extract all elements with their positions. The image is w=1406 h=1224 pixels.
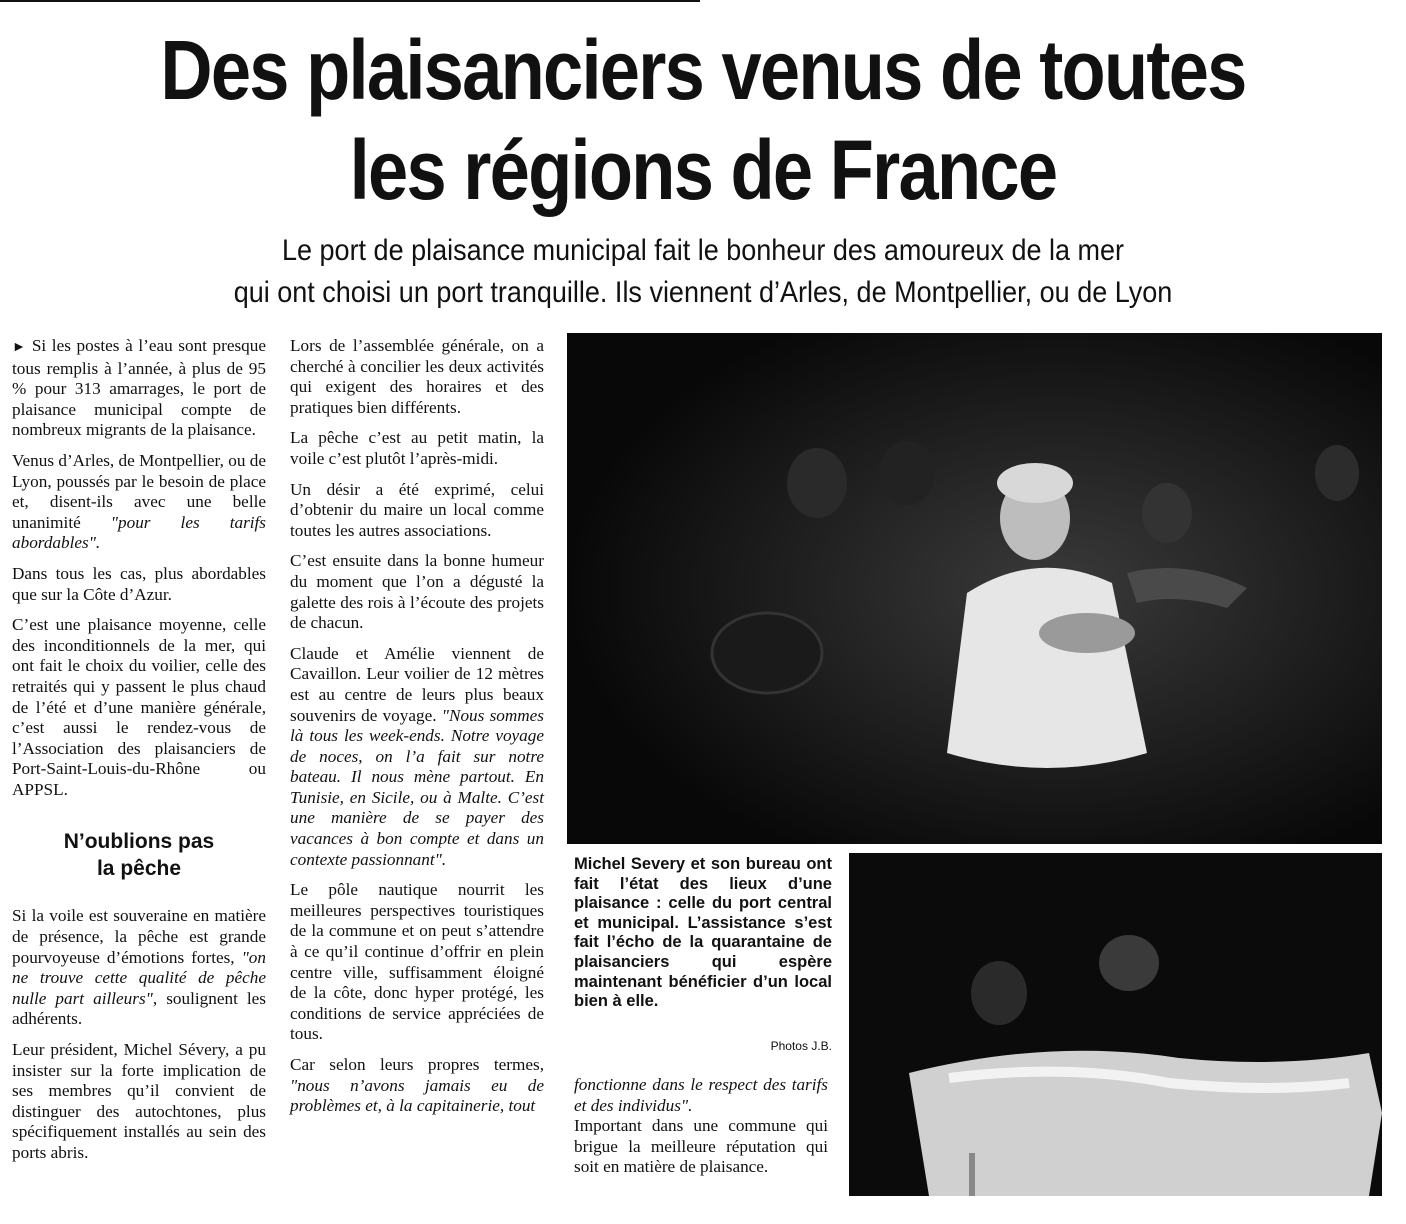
headline bbox=[98, 20, 1307, 220]
section-subtitle-line-1: N’oublions pas bbox=[63, 830, 215, 854]
article-column-3 bbox=[574, 1075, 828, 1188]
paragraph-text: Si la voile est souveraine en matière de présence, la pêche est grande pourvoyeuse d’émotions fortes, bbox=[12, 906, 266, 967]
subheadline-line-1: Le port de plaisance municipal fait le bonheur des amoureux de la mer bbox=[281, 234, 1125, 267]
quote-text: fonctionne dans le respect des tarifs et des individus". bbox=[574, 1075, 828, 1115]
paragraph-text: Venus d’Arles, de Montpellier, ou de Lyon, poussés par le besoin de place et, disent-ils avec une belle unanimité bbox=[12, 450, 266, 532]
photo-credit: Photos J.B. bbox=[770, 1039, 832, 1053]
paragraph bbox=[12, 451, 266, 554]
paragraph: Lors de l’assemblée générale, on a cherché à concilier les deux activités qui exigent des horaires et des pratiques bien différents. bbox=[290, 336, 544, 417]
photo-table-image bbox=[849, 853, 1382, 1196]
article-column-2 bbox=[290, 336, 544, 1127]
quote-text: "Nous sommes là tous les week-ends. Notre voyage de noces, on l’a fait sur notre bateau. Il nous mène partout. En Tunisie, en Sicile, ou à Malte. C’est une manière de se payer des vacances à bon compte et dans un contexte passionnant". bbox=[290, 705, 544, 869]
paragraph-text: Claude et Amélie viennent de Cavaillon. Leur voilier de 12 mètres est au centre de leurs plus beaux souvenirs de voyage. bbox=[290, 643, 544, 725]
paragraph bbox=[290, 644, 544, 871]
subheadline bbox=[70, 230, 1335, 314]
paragraph: Un désir a été exprimé, celui d’obtenir du maire un local comme toutes les autres associations. bbox=[290, 479, 544, 540]
headline-line-2: les régions de France bbox=[349, 123, 1057, 217]
paragraph: La pêche c’est au petit matin, la voile c’est plutôt l’après-midi. bbox=[290, 428, 544, 468]
paragraph-text: , soulignent les adhérents. bbox=[12, 988, 266, 1029]
paragraph bbox=[574, 1075, 828, 1116]
quote-text: "on ne trouve cette qualité de pêche nulle part ailleurs" bbox=[12, 947, 266, 1008]
subheadline-line-2: qui ont choisi un port tranquille. Ils viennent d’Arles, de Montpellier, ou de Lyon bbox=[233, 276, 1173, 309]
photo-table bbox=[849, 853, 1382, 1196]
paragraph: Leur président, Michel Sévery, a pu insister sur la forte implication de ses membres qu’il convient de distinguer des autochtones, plus spécifiquement installés au sein des ports abris. bbox=[12, 1040, 266, 1162]
top-rule bbox=[0, 0, 700, 2]
paragraph: Le pôle nautique nourrit les meilleures perspectives touristiques de la commune et on peut s’attendre à ce qu’il continue d’offrir en plein centre ville, suffisamment éloigné de la côte, donc hyper protégé, les conditions de service appréciées de tous. bbox=[290, 880, 544, 1044]
photo-caption: Michel Severy et son bureau ont fait l’état des lieux d’une plaisance : celle du port central et municipal. L’assistance s’est fait l’écho de la quarantaine de plaisanciers qui espère maintenant bénéficier d’un local bien à elle. bbox=[574, 855, 832, 1011]
paragraph: C’est une plaisance moyenne, celle des inconditionnels de la mer, qui ont fait le choix du voilier, celle des retraités qui y passent le plus chaud de l’été et d’une manière générale, c’est aussi le rendez-vous de l’Association des plaisanciers de Port-Saint-Louis-du-Rhône ou APPSL. bbox=[12, 615, 266, 799]
paragraph: Important dans une commune qui brigue la meilleure réputation qui soit en matière de plaisance. bbox=[574, 1116, 828, 1177]
quote-text: "pour les tarifs abordables". bbox=[12, 512, 266, 553]
paragraph: C’est ensuite dans la bonne humeur du moment que l’on a dégusté la galette des rois à l’écoute des projets de chacun. bbox=[290, 551, 544, 633]
quote-text: "nous n’avons jamais eu de problèmes et, à la capitainerie, tout bbox=[290, 1075, 544, 1116]
paragraph bbox=[290, 1055, 544, 1117]
photo-assembly bbox=[567, 333, 1382, 844]
photo-assembly-image bbox=[567, 333, 1382, 844]
paragraph-text: Si les postes à l’eau sont presque tous remplis à l’année, à plus de 95 % pour 313 amarrages, le port de plaisance municipal compte de nombreux migrants de la plaisance. bbox=[12, 336, 266, 440]
paragraph: Dans tous les cas, plus abordables que sur la Côte d’Azur. bbox=[12, 563, 266, 604]
paragraph bbox=[12, 336, 266, 441]
article-column-1 bbox=[12, 336, 266, 1174]
arrow-icon: ► bbox=[12, 340, 26, 355]
headline-line-1: Des plaisanciers venus de toutes bbox=[160, 23, 1246, 117]
section-subtitle-line-2: la pêche bbox=[96, 857, 182, 881]
paragraph-text: Car selon leurs propres termes, bbox=[290, 1055, 544, 1074]
paragraph bbox=[12, 906, 266, 1030]
section-subtitle bbox=[12, 828, 266, 882]
